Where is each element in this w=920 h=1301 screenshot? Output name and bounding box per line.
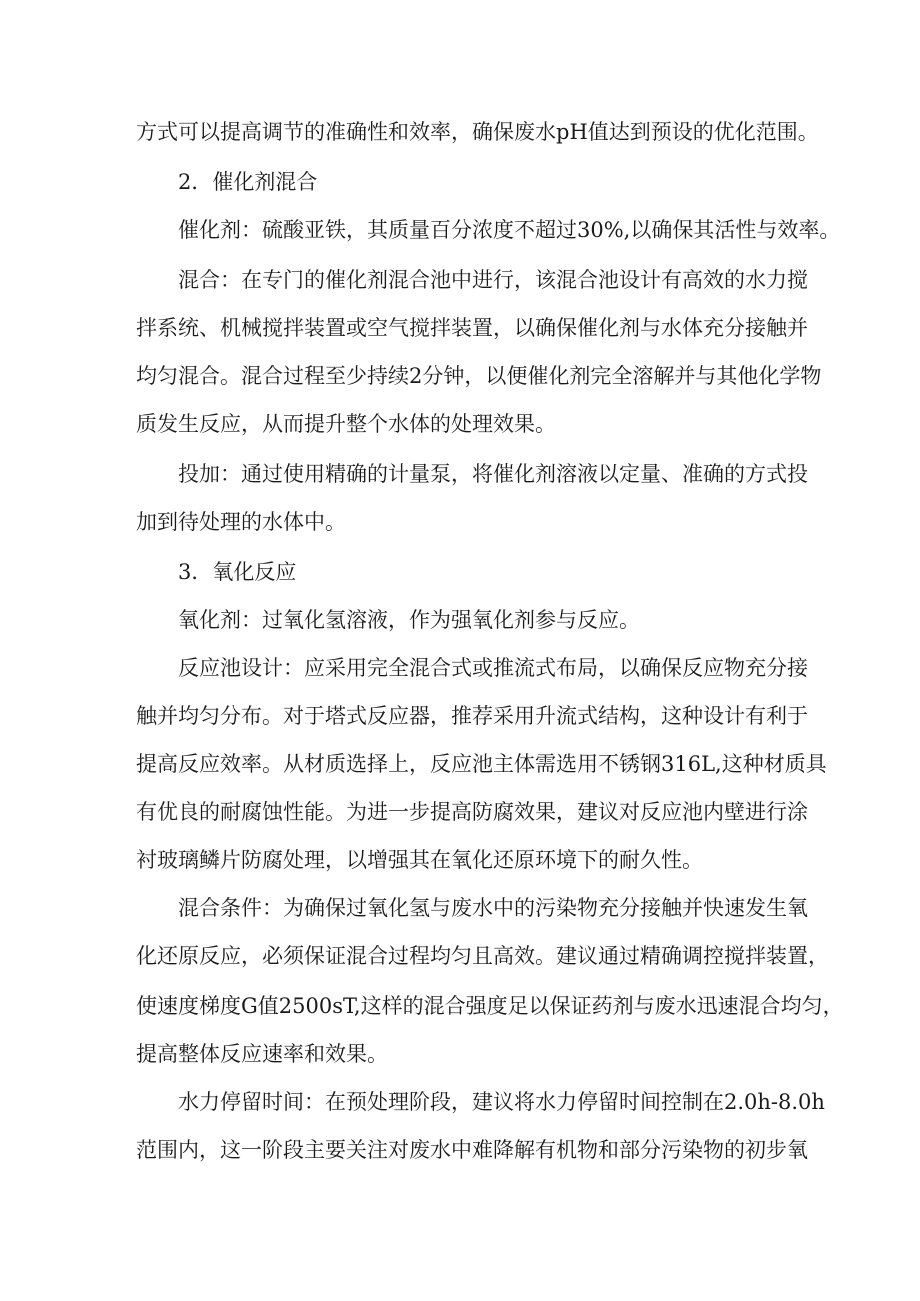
paragraph-line: 使速度梯度G值2500sT,这样的混合强度足以保证药剂与废水迅速混合均匀， xyxy=(136,994,844,1018)
paragraph-line: 衬玻璃鳞片防腐处理，以增强其在氧化还原环境下的耐久性。 xyxy=(136,848,703,872)
paragraph-line: 方式可以提高调节的准确性和效率，确保废水pH值达到预设的优化范围。 xyxy=(136,120,819,144)
paragraph-line: 均匀混合。混合过程至少持续2分钟，以便催化剂完全溶解并与其他化学物 xyxy=(136,364,822,388)
paragraph-line: 提高整体反应速率和效果。 xyxy=(136,1042,388,1066)
section-heading-catalyst-mixing: 2．催化剂混合 xyxy=(178,170,318,194)
paragraph-line: 催化剂：硫酸亚铁，其质量百分浓度不超过30%,以确保其活性与效率。 xyxy=(178,218,841,242)
paragraph-line: 反应池设计：应采用完全混合式或推流式布局，以确保反应物充分接 xyxy=(178,656,808,680)
paragraph-line: 提高反应效率。从材质选择上，反应池主体需选用不锈钢316L,这种材质具 xyxy=(136,752,827,776)
paragraph-line: 拌系统、机械搅拌装置或空气搅拌装置，以确保催化剂与水体充分接触并 xyxy=(136,316,808,340)
paragraph-line: 化还原反应，必须保证混合过程均匀且高效。建议通过精确调控搅拌装置， xyxy=(136,944,829,968)
paragraph-line: 水力停留时间：在预处理阶段，建议将水力停留时间控制在2.0h-8.0h xyxy=(178,1090,825,1114)
paragraph-line: 触并均匀分布。对于塔式反应器，推荐采用升流式结构，这种设计有利于 xyxy=(136,704,808,728)
section-heading-oxidation: 3．氧化反应 xyxy=(178,560,297,584)
paragraph-line: 混合条件：为确保过氧化氢与废水中的污染物充分接触并快速发生氧 xyxy=(178,896,808,920)
paragraph-line: 加到待处理的水体中。 xyxy=(136,510,346,534)
paragraph-line: 有优良的耐腐蚀性能。为进一步提高防腐效果，建议对反应池内壁进行涂 xyxy=(136,800,808,824)
paragraph-line: 质发生反应，从而提升整个水体的处理效果。 xyxy=(136,412,556,436)
paragraph-line: 投加：通过使用精确的计量泵，将催化剂溶液以定量、准确的方式投 xyxy=(178,462,808,486)
paragraph-line: 混合：在专门的催化剂混合池中进行，该混合池设计有高效的水力搅 xyxy=(178,268,808,292)
paragraph-line: 范围内，这一阶段主要关注对废水中难降解有机物和部分污染物的初步氧 xyxy=(136,1138,808,1162)
paragraph-line: 氧化剂：过氧化氢溶液，作为强氧化剂参与反应。 xyxy=(178,608,640,632)
